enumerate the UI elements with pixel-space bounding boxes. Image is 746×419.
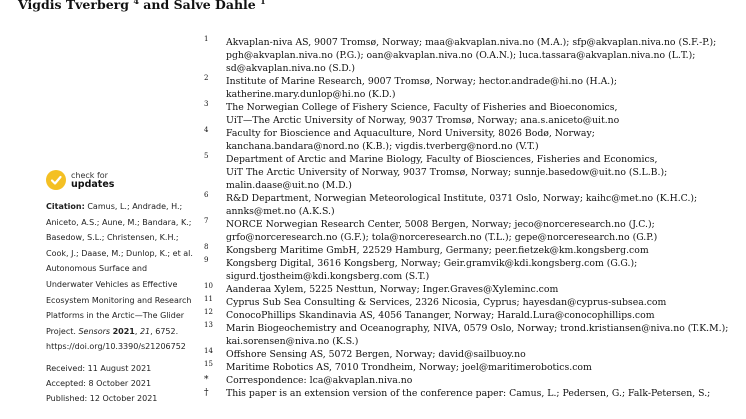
affiliation-number: 1 bbox=[204, 35, 209, 43]
affiliation-line: ConocoPhillips Skandinavia AS, 4056 Tananger, Norway; Harald.Lura@conocophillips.com bbox=[226, 310, 655, 321]
affiliation-item bbox=[204, 374, 744, 387]
affiliation-line: UiT The Arctic University of Norway, 9037 Tromsø, Norway; sunnje.basedow@uit.no (S.L.B.); bbox=[226, 167, 668, 178]
affiliation-line: R&D Department, Norwegian Meteorological Institute, 0371 Oslo, Norway; kaihc@met.no (K.H.C.); bbox=[226, 193, 698, 204]
affiliation-line: kai.sorensen@niva.no (K.S.) bbox=[226, 336, 359, 347]
citation-volume: 21 bbox=[139, 326, 151, 336]
dates-block bbox=[46, 362, 157, 406]
affiliation-item bbox=[204, 322, 744, 348]
citation-text: Camus, L.; Andrade, H.; bbox=[87, 202, 183, 211]
affiliation-line: sigurd.tjostheim@kdi.kongsberg.com (S.T.) bbox=[226, 271, 430, 282]
affiliation-item bbox=[204, 283, 744, 296]
affiliation-number: 10 bbox=[204, 282, 213, 290]
affiliation-number: 6 bbox=[204, 191, 209, 199]
affiliation-number: 15 bbox=[204, 360, 213, 368]
affiliation-number: * bbox=[204, 375, 209, 385]
affiliation-number: 7 bbox=[204, 217, 209, 225]
affiliation-line: The Norwegian College of Fishery Science, Faculty of Fisheries and Bioeconomics, bbox=[226, 102, 618, 113]
citation-pages: , 6752. bbox=[150, 326, 179, 336]
affiliation-line: Offshore Sensing AS, 5072 Bergen, Norway; david@sailbuoy.no bbox=[226, 349, 526, 360]
citation-text: Project. bbox=[46, 326, 76, 336]
affiliation-list bbox=[204, 36, 744, 400]
affiliation-number: 3 bbox=[204, 100, 209, 108]
affiliation-number: 5 bbox=[204, 152, 209, 160]
citation-block bbox=[46, 199, 192, 355]
affiliation-number: † bbox=[204, 388, 209, 398]
citation-line: Platforms in the Arctic—The Glider bbox=[46, 311, 185, 321]
citation-line bbox=[46, 199, 192, 215]
affiliation-line: Institute of Marine Research, 9007 Tromsø, Norway; hector.andrade@hi.no (H.A.); bbox=[226, 76, 618, 87]
affiliation-item bbox=[204, 75, 744, 101]
affiliation-line: malin.daase@uit.no (M.D.) bbox=[226, 180, 352, 191]
affiliation-item bbox=[204, 127, 744, 153]
affiliation-line: Kongsberg Maritime GmbH, 22529 Hamburg, Germany; peer.fietzek@km.kongsberg.com bbox=[226, 245, 649, 256]
author-sup: 4 bbox=[133, 0, 139, 6]
affiliation-line: Marin Biogeochemistry and Oceanography, NIVA, 0579 Oslo, Norway; trond.kristiansen@niva.no (T.K.M.); bbox=[226, 323, 729, 334]
author-conj: and bbox=[143, 0, 170, 13]
affiliation-item bbox=[204, 257, 744, 283]
affiliation-line: This paper is an extension version of the conference paper: Camus, L.; Pedersen, G.; Falk-Petersen, S.; bbox=[226, 388, 711, 399]
author-sup: 1 bbox=[260, 0, 266, 6]
citation-line: Autonomous Surface and bbox=[46, 264, 148, 274]
affiliation-line: grfo@norceresearch.no (G.F.); tola@norceresearch.no (T.L.); gepe@norceresearch.no (G.P.) bbox=[226, 232, 658, 243]
affiliation-line: NORCE Norwegian Research Center, 5008 Bergen, Norway; jeco@norceresearch.no (J.C.); bbox=[226, 219, 655, 230]
citation-line: Ecosystem Monitoring and Research bbox=[46, 295, 192, 305]
affiliation-line: Maritime Robotics AS, 7010 Trondheim, Norway; joel@maritimerobotics.com bbox=[226, 362, 592, 373]
affiliation-item bbox=[204, 36, 744, 75]
citation-doi-link[interactable]: https://doi.org/10.3390/s21206752 bbox=[46, 342, 186, 352]
affiliation-number: 12 bbox=[204, 308, 213, 316]
affiliation-item bbox=[204, 387, 744, 400]
check-updates-text bbox=[71, 171, 114, 189]
affiliation-item bbox=[204, 348, 744, 361]
author-name: Salve Dahle bbox=[173, 0, 256, 13]
check-updates-small: check for bbox=[71, 171, 108, 180]
affiliation-number: 11 bbox=[204, 295, 213, 303]
affiliation-line: kanchana.bandara@nord.no (K.B.); vigdis.tverberg@nord.no (V.T.) bbox=[226, 141, 539, 152]
affiliation-number: 9 bbox=[204, 256, 209, 264]
affiliation-line: Aanderaa Xylem, 5225 Nesttun, Norway; Inger.Graves@Xyleminc.com bbox=[226, 284, 559, 295]
affiliation-item bbox=[204, 218, 744, 244]
affiliation-line: Kongsberg Digital, 3616 Kongsberg, Norway; Geir.gramvik@kdi.kongsberg.com (G.G.); bbox=[226, 258, 638, 269]
affiliation-item bbox=[204, 361, 744, 374]
citation-line: Underwater Vehicles as Effective bbox=[46, 279, 178, 289]
affiliation-number: 2 bbox=[204, 74, 209, 82]
affiliation-number: 13 bbox=[204, 321, 213, 329]
citation-line: Cook, J.; Daase, M.; Dunlop, K.; et al. bbox=[46, 248, 193, 258]
affiliation-number: 8 bbox=[204, 243, 209, 251]
author-line bbox=[18, 0, 266, 12]
citation-journal: Sensors bbox=[78, 326, 111, 336]
date-received: Received: 11 August 2021 bbox=[46, 364, 152, 373]
affiliation-number: 14 bbox=[204, 347, 213, 355]
affiliation-line: sd@akvaplan.niva.no (S.D.) bbox=[226, 63, 355, 74]
check-for-updates-badge[interactable] bbox=[46, 169, 114, 191]
affiliation-line: Akvaplan-niva AS, 9007 Tromsø, Norway; maa@akvaplan.niva.no (M.A.); sfp@akvaplan.niva.no (S.F.-P.); bbox=[226, 37, 717, 48]
affiliation-line: Department of Arctic and Marine Biology, Faculty of Biosciences, Fisheries and Economics, bbox=[226, 154, 658, 165]
affiliation-item bbox=[204, 309, 744, 322]
date-accepted: Accepted: 8 October 2021 bbox=[46, 378, 152, 388]
affiliation-line: katherine.mary.dunlop@hi.no (K.D.) bbox=[226, 89, 396, 100]
affiliation-line: annks@met.no (A.K.S.) bbox=[226, 206, 335, 217]
check-updates-icon bbox=[46, 170, 66, 190]
check-updates-big: updates bbox=[71, 179, 115, 190]
affiliation-line: UiT—The Arctic University of Norway, 9037 Tromsø, Norway; ana.s.aniceto@uit.no bbox=[226, 115, 620, 126]
affiliation-item bbox=[204, 296, 744, 309]
citation-line: Project. Sensors 2021, 21, 6752. bbox=[46, 326, 179, 336]
citation-line: Aniceto, A.S.; Aune, M.; Bandara, K.; bbox=[46, 217, 192, 227]
affiliation-item bbox=[204, 192, 744, 218]
affiliation-line: Faculty for Bioscience and Aquaculture, Nord University, 8026 Bodø, Norway; bbox=[226, 128, 595, 139]
affiliation-line: Cyprus Sub Sea Consulting & Services, 2326 Nicosia, Cyprus; hayesdan@cyprus-subsea.com bbox=[226, 297, 667, 308]
affiliation-line: pgh@akvaplan.niva.no (P.G.); oan@akvaplan.niva.no (O.A.N.); luca.tassara@akvaplan.niva.no (L.T.); bbox=[226, 50, 696, 61]
citation-year: 2021 bbox=[112, 326, 135, 336]
author-name: Vigdis Tverberg bbox=[18, 0, 129, 13]
affiliation-item bbox=[204, 244, 744, 257]
affiliation-number: 4 bbox=[204, 126, 209, 134]
date-published: Published: 12 October 2021 bbox=[46, 393, 158, 403]
affiliation-item bbox=[204, 153, 744, 192]
citation-line: Basedow, S.L.; Christensen, K.H.; bbox=[46, 233, 179, 243]
affiliation-item bbox=[204, 101, 744, 127]
citation-label: Citation: bbox=[46, 202, 85, 211]
affiliation-line: Correspondence: lca@akvaplan.niva.no bbox=[226, 375, 413, 386]
